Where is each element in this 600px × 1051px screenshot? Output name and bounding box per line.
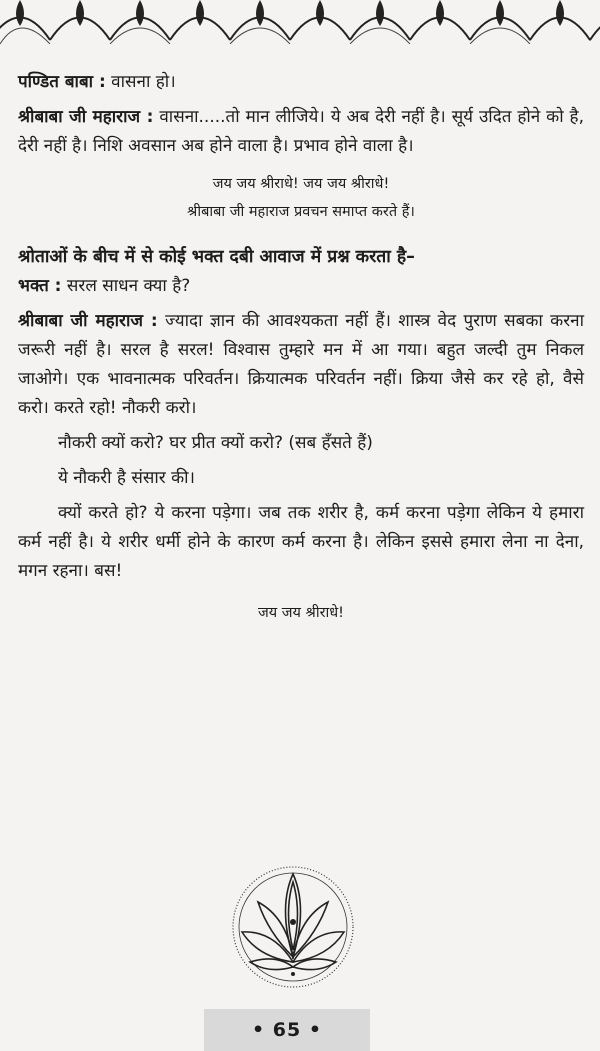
decorative-top-border (0, 0, 600, 44)
dialogue-paragraph (18, 68, 584, 97)
speaker-name: पण्डित बाबा : (18, 72, 106, 92)
speaker-name: श्रीबाबा जी महाराज : (18, 107, 154, 127)
page-number-text: • 65 • (252, 1019, 322, 1041)
speaker-name: भक्त : (18, 276, 62, 296)
body-paragraph: क्यों करते हो? ये करना पड़ेगा। जब तक शरीर है, कर्म करना पड़ेगा लेकिन ये हमारा कर्म नहीं है। ये शरीर धर्मी होने के कारण कर्म करना है। लेकिन इससे हमारा लेना ना देना, मगन रहना। बस! (18, 503, 584, 581)
body-paragraph: ये नौकरी है संसार की। (58, 468, 195, 488)
dialogue-paragraph (18, 307, 584, 423)
dialogue-paragraph (18, 103, 584, 161)
dialogue-text: वासना.....तो मान लीजिये। ये अब देरी नहीं है। सूर्य उदित होने को है, देरी नहीं है। निशि अवसान अब होने वाला है। प्रभाव होने वाला है। (18, 107, 584, 156)
dialogue-paragraph (18, 272, 584, 301)
page-number (204, 1009, 370, 1051)
dialogue-text: वासना हो। (105, 72, 176, 92)
closing-note: श्रीबाबा जी महाराज प्रवचन समाप्त करते हैं। (187, 204, 415, 220)
lotus-mandala-icon (228, 862, 358, 992)
chant-line: जय जय श्रीराधे! (258, 605, 344, 621)
page-body (18, 68, 584, 626)
dialogue-text: ज्यादा ज्ञान की आवश्यकता नहीं हैं। शास्त्र वेद पुराण सबका करना जरूरी नहीं है। सरल है सरल! विश्वास तुम्हारे मन में आ गया। बहुत जल्दी तुम निकल जाओगे। एक भावनात्मक परिवर्तन। क्रियात्मक परिवर्तन नहीं। क्रिया जैसे कर रहे हो, वैसे करो। करते रहो! नौकरी करो। (18, 311, 585, 418)
section-heading: श्रोताओं के बीच में से कोई भक्त दबी आवाज में प्रश्न करता है– (18, 247, 415, 267)
dialogue-text: सरल साधन क्या है? (61, 276, 191, 296)
chant-line: जय जय श्रीराधे! जय जय श्रीराधे! (212, 176, 390, 192)
speaker-name: श्रीबाबा जी महाराज : (18, 311, 158, 331)
body-paragraph: नौकरी क्यों करो? घर प्रीत क्यों करो? (सब हँसते हैं) (58, 433, 373, 453)
